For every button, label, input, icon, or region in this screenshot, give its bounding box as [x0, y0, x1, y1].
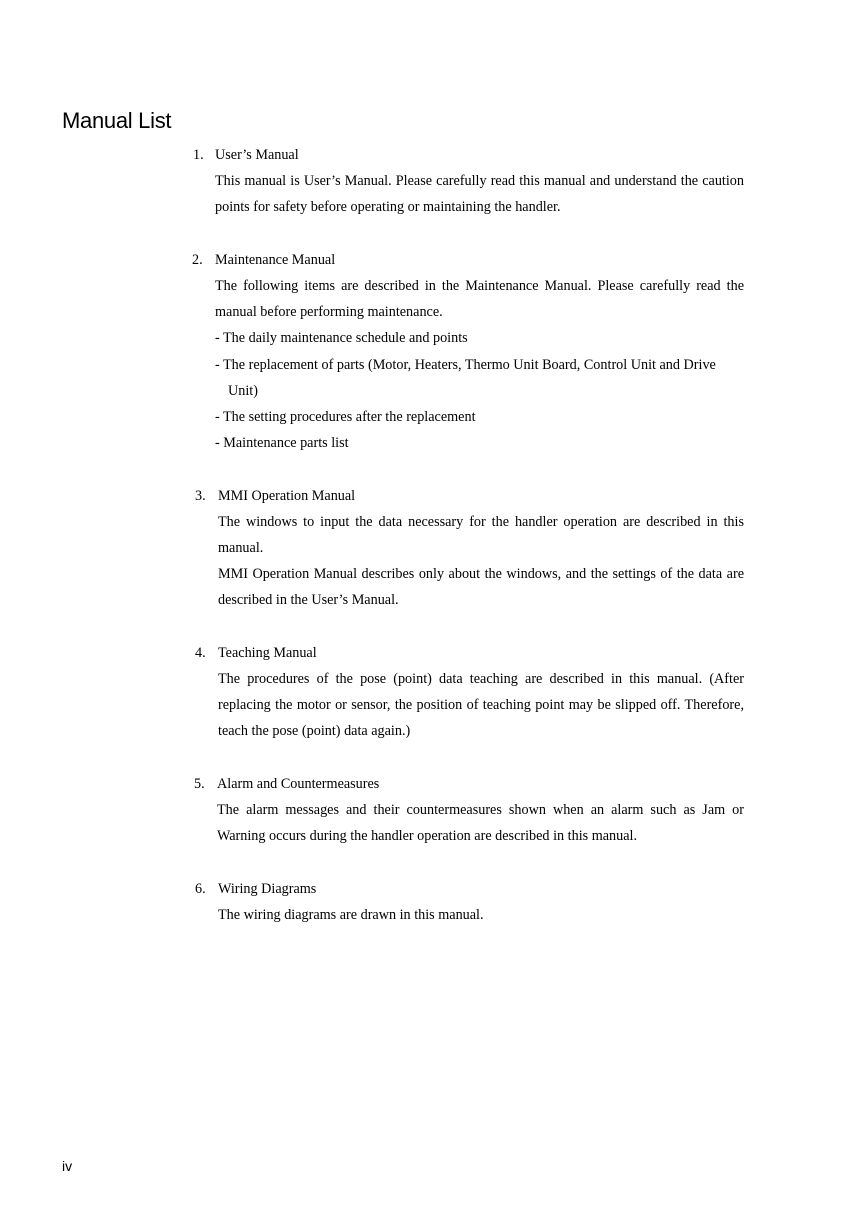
item-title: Alarm and Countermeasures — [217, 775, 380, 792]
item-description: The procedures of the pose (point) data teaching are described in this manual. (After replacing the motor or sensor, the position of teaching point may be slipped off. Therefore, teach the pose (point) data again.) — [218, 671, 744, 740]
item-title: MMI Operation Manual — [218, 487, 356, 504]
item-description: MMI Operation Manual describes only about the windows, and the settings of the data are described in the User’s Manual. — [218, 566, 744, 609]
item-number: 4. — [195, 644, 206, 661]
manual-item — [0, 247, 744, 457]
item-description: The windows to input the data necessary for the handler operation are described in this manual. — [218, 513, 744, 557]
item-bullet: - The daily maintenance schedule and points — [215, 330, 468, 347]
page-heading: Manual List — [62, 108, 172, 133]
item-bullet: - The replacement of parts (Motor, Heaters, Thermo Unit Board, Control Unit and Drive Unit) — [215, 356, 716, 399]
item-title: Teaching Manual — [218, 644, 317, 661]
item-title: Maintenance Manual — [215, 251, 336, 268]
item-number: 2. — [192, 251, 203, 268]
item-bullet: - Maintenance parts list — [215, 435, 349, 452]
manual-item — [0, 142, 744, 221]
item-description: This manual is User’s Manual. Please carefully read this manual and understand the caution points for safety before operating or maintaining the handler. — [215, 173, 744, 216]
page-number: iv — [62, 1158, 73, 1174]
item-description: The following items are described in the Maintenance Manual. Please carefully read the manual before performing maintenance. — [215, 278, 744, 321]
manual-item — [0, 771, 744, 850]
item-bullet: - The setting procedures after the replacement — [215, 409, 476, 426]
manual-item — [0, 876, 744, 928]
item-number: 6. — [195, 880, 206, 897]
item-description: The alarm messages and their countermeasures shown when an alarm such as Jam or Warning occurs during the handler operation are described in this manual. — [217, 802, 744, 845]
manual-item — [0, 483, 744, 614]
item-description: The wiring diagrams are drawn in this manual. — [218, 906, 484, 923]
item-number: 1. — [193, 147, 204, 163]
item-number: 3. — [195, 487, 206, 504]
manual-item — [0, 640, 744, 745]
item-title: Wiring Diagrams — [218, 880, 317, 897]
item-number: 5. — [194, 775, 205, 792]
item-title: User’s Manual — [215, 147, 299, 163]
manual-list — [0, 142, 868, 954]
